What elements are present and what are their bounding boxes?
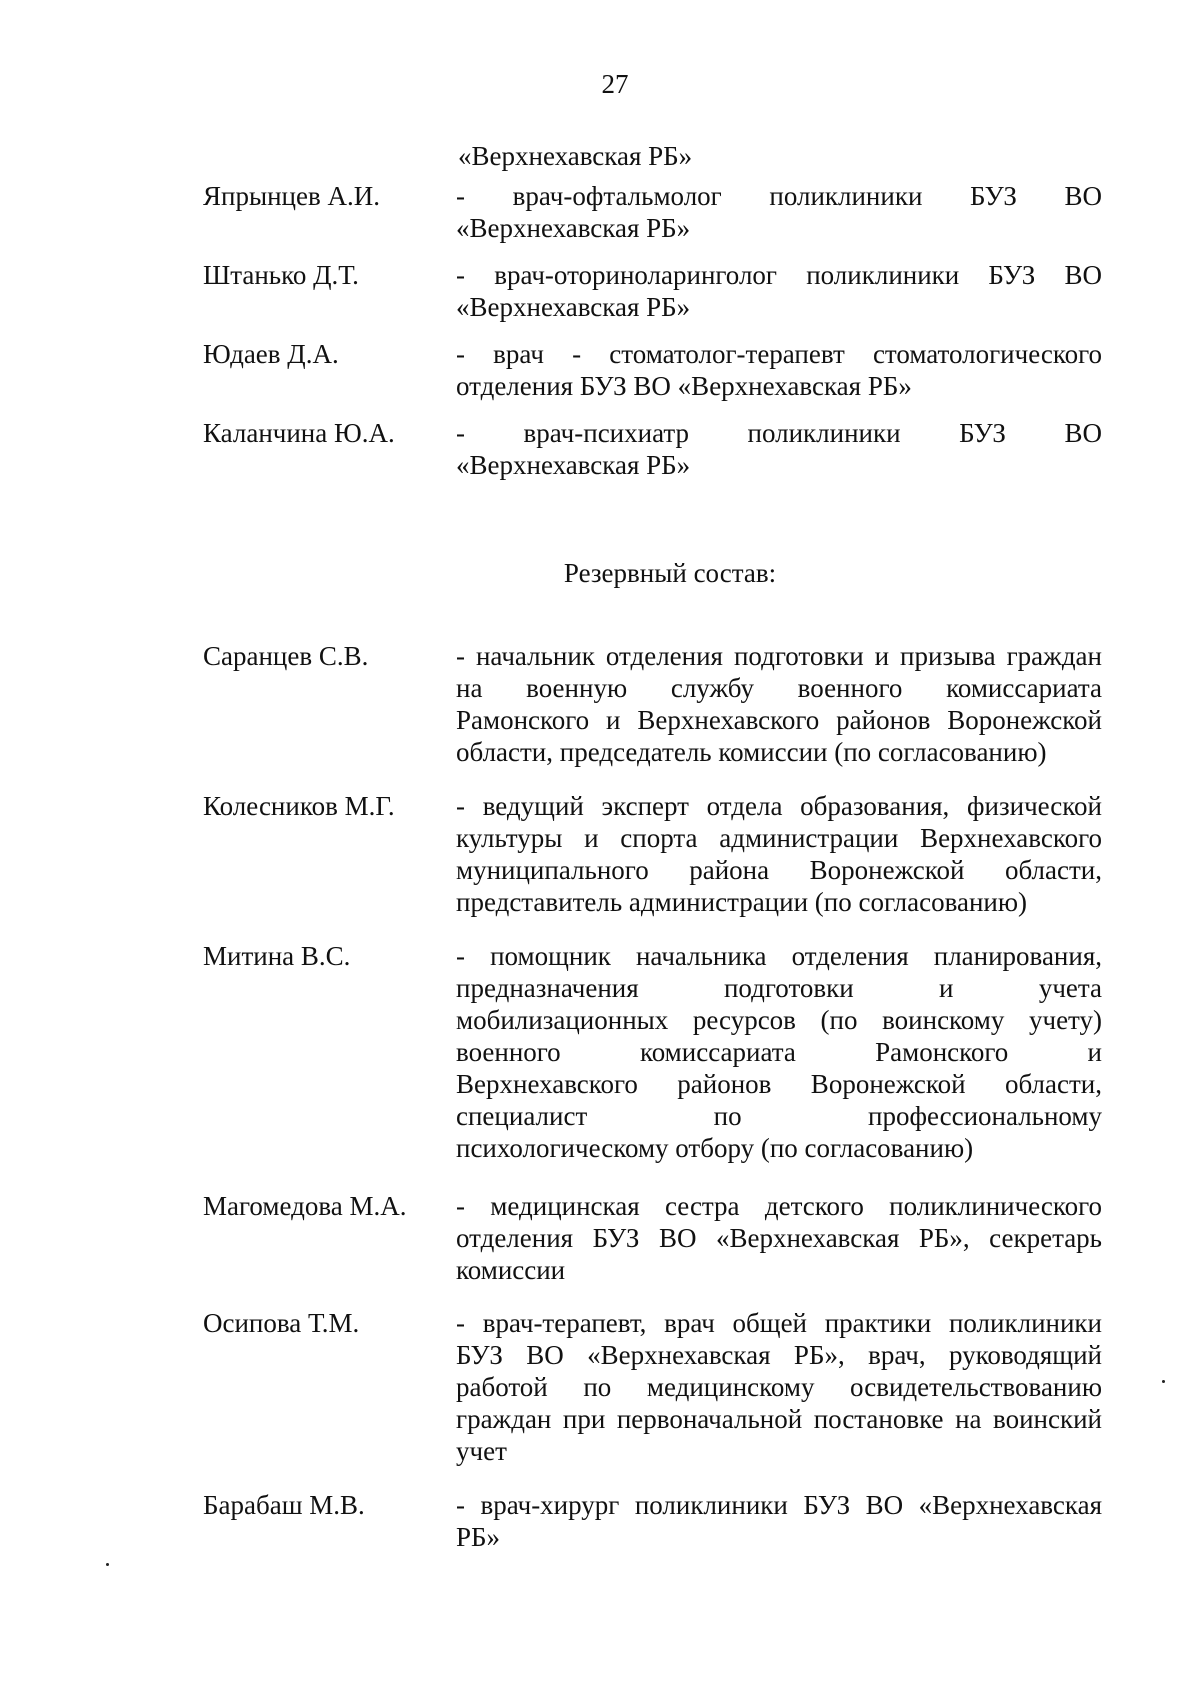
description-line: военного комиссариата Рамонского и xyxy=(456,1037,1102,1067)
member-description xyxy=(456,1307,1102,1467)
description-line: - врач-офтальмолог поликлиники БУЗ ВО xyxy=(456,181,1102,211)
description-line: РБ» xyxy=(456,1522,501,1552)
description-line: - ведущий эксперт отдела образования, физической xyxy=(456,791,1102,821)
member-name: Каланчина Ю.А. xyxy=(203,418,395,448)
description-line: психологическому отбору (по согласованию) xyxy=(456,1133,974,1163)
member-description xyxy=(456,180,1102,244)
member-name: Осипова Т.М. xyxy=(203,1308,360,1338)
description-line: БУЗ ВО «Верхнехавская РБ», врач, руководящий xyxy=(456,1340,1102,1370)
description-line: - медицинская сестра детского поликлинического xyxy=(456,1191,1102,1221)
member-name: Магомедова М.А. xyxy=(203,1191,407,1221)
scan-speck xyxy=(106,1563,109,1566)
member-description xyxy=(456,338,1102,402)
description-line: культуры и спорта администрации Верхнехавского xyxy=(456,823,1102,853)
member-description xyxy=(456,1489,1102,1553)
description-line: - помощник начальника отделения планирования, xyxy=(456,941,1102,971)
scan-speck xyxy=(1162,1380,1165,1383)
description-line: - врач-психиатр поликлиники БУЗ ВО xyxy=(456,418,1102,448)
description-line: - врач-оториноларинголог поликлиники БУЗ ВО xyxy=(456,260,1102,290)
member-name: Барабаш М.В. xyxy=(203,1490,365,1520)
description-line: - врач - стоматолог-терапевт стоматологического xyxy=(456,339,1102,369)
member-name: Юдаев Д.А. xyxy=(203,339,339,369)
member-name: Саранцев С.В. xyxy=(203,641,369,671)
description-line: отделения БУЗ ВО «Верхнехавская РБ», секретарь xyxy=(456,1223,1102,1253)
description-line: работой по медицинскому освидетельствованию xyxy=(456,1372,1102,1402)
description-line: Верхнехавского районов Воронежской области, xyxy=(456,1069,1102,1099)
description-line: «Верхнехавская РБ» xyxy=(456,450,691,480)
description-line: предназначения подготовки и учета xyxy=(456,973,1102,1003)
description-line: области, председатель комиссии (по согласованию) xyxy=(456,737,1047,767)
description-line: специалист по профессиональному xyxy=(456,1101,1102,1131)
description-line: представитель администрации (по согласованию) xyxy=(456,887,1028,917)
description-line: «Верхнехавская РБ» xyxy=(456,292,691,322)
member-name: Митина В.С. xyxy=(203,941,351,971)
description-line: на военную службу военного комиссариата xyxy=(456,673,1102,703)
page-number: 27 xyxy=(601,69,629,99)
description-line: отделения БУЗ ВО «Верхнехавская РБ» xyxy=(456,371,912,401)
description-line: мобилизационных ресурсов (по воинскому учету) xyxy=(456,1005,1102,1035)
member-description xyxy=(456,790,1102,918)
description-line: муниципального района Воронежской области, xyxy=(456,855,1102,885)
member-description xyxy=(456,259,1102,323)
reserve-section-title: Резервный состав: xyxy=(563,558,777,588)
member-description xyxy=(456,1190,1102,1286)
member-description xyxy=(456,940,1102,1164)
member-name: Колесников М.Г. xyxy=(203,791,395,821)
member-description xyxy=(456,640,1102,768)
description-line: учет xyxy=(456,1436,507,1466)
description-line: - начальник отделения подготовки и призыва граждан xyxy=(456,641,1102,671)
continuation-text: «Верхнехавская РБ» xyxy=(458,141,693,171)
description-line: - врач-терапевт, врач общей практики поликлиники xyxy=(456,1308,1102,1338)
member-description xyxy=(456,417,1102,481)
description-line: комиссии xyxy=(456,1255,566,1285)
description-line: - врач-хирург поликлиники БУЗ ВО «Верхнехавская xyxy=(456,1490,1102,1520)
member-name: Штанько Д.Т. xyxy=(203,260,359,290)
description-line: граждан при первоначальной постановке на воинский xyxy=(456,1404,1102,1434)
description-line: «Верхнехавская РБ» xyxy=(456,213,691,243)
description-line: Рамонского и Верхнехавского районов Воронежской xyxy=(456,705,1102,735)
member-name: Япрынцев А.И. xyxy=(203,181,380,211)
